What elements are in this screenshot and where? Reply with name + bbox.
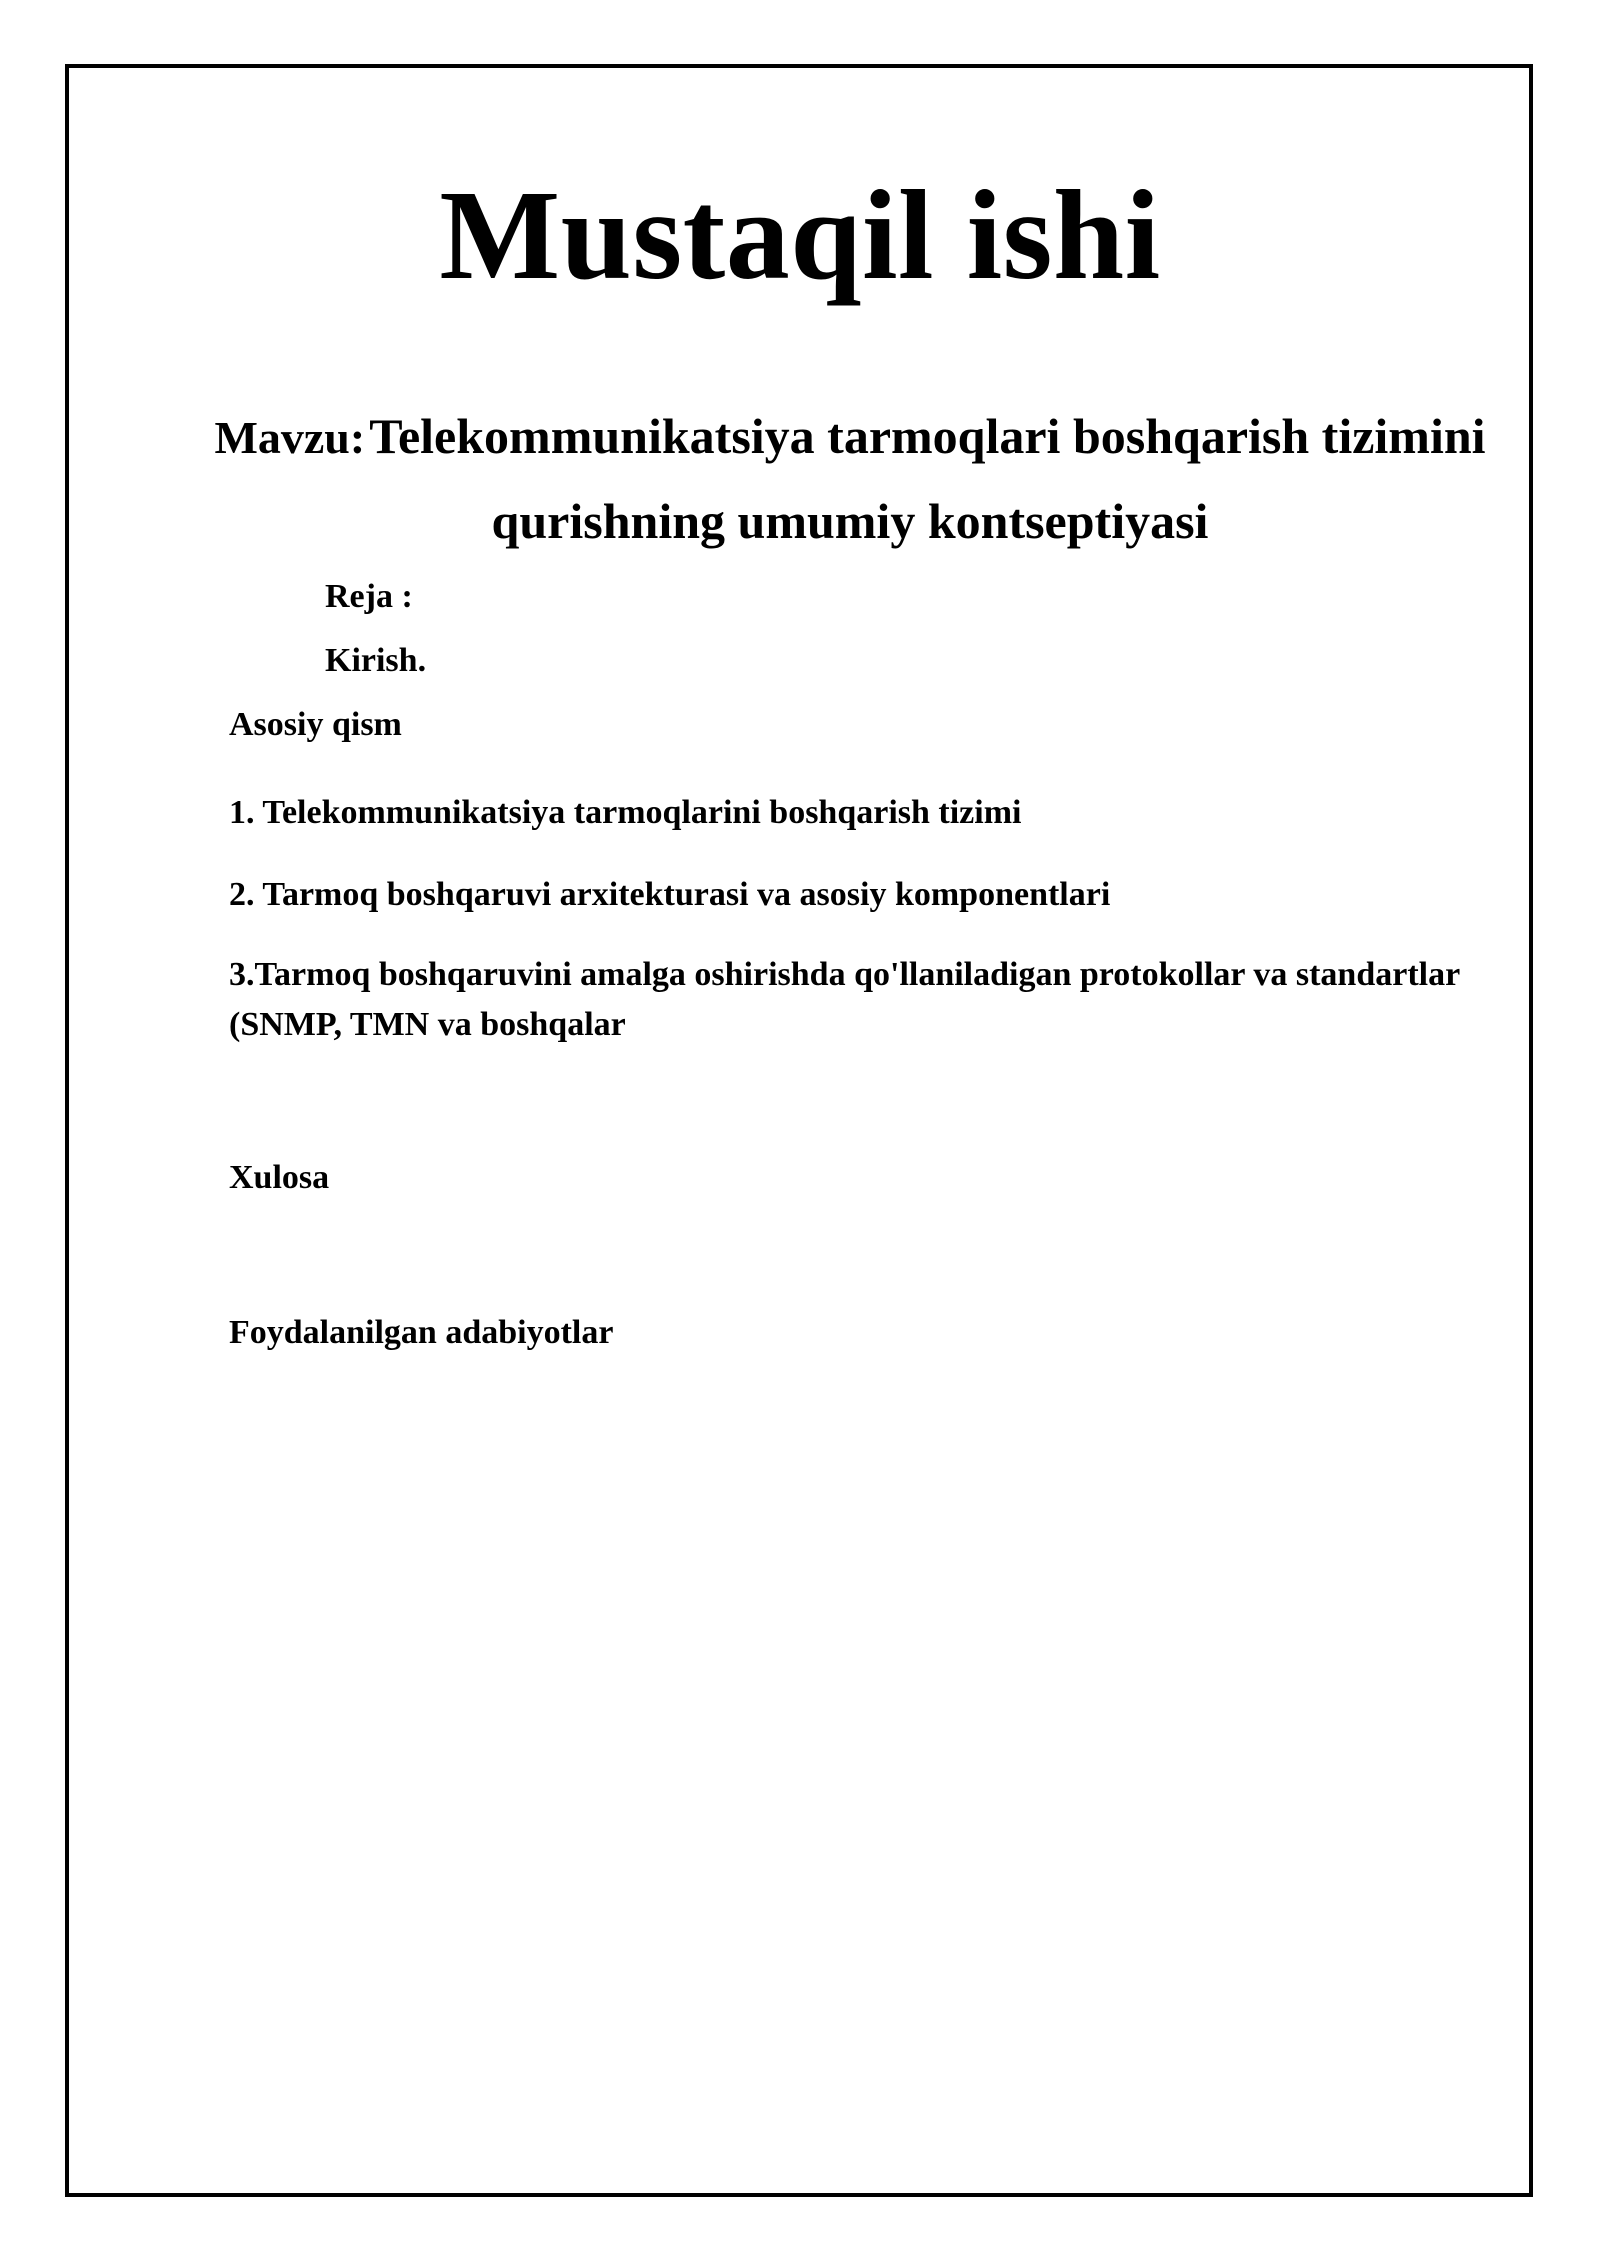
topic-text: Telekommunikatsiya tarmoqlari boshqarish tizimini qurishning umumiy kontseptiyasi	[369, 408, 1486, 549]
topic-label: Mavzu:	[214, 412, 366, 463]
plan-item-1: 1. Telekommunikatsiya tarmoqlarini boshqarish tizimi	[229, 794, 1022, 831]
document-title: Mustaqil ishi	[439, 164, 1161, 306]
document-topic	[210, 400, 1490, 570]
plan-item-2: 2. Tarmoq boshqaruvi arxitekturasi va asosiy komponentlari	[229, 876, 1111, 913]
page-border	[65, 64, 1533, 2197]
intro-heading: Kirish.	[325, 642, 427, 679]
plan-item-3: 3.Tarmoq boshqaruvini amalga oshirishda qo'llaniladigan protokollar va standartlar (SNMP, TMN va boshqalar	[229, 956, 1460, 1043]
references-heading: Foydalanilgan adabiyotlar	[229, 1314, 614, 1351]
conclusion-heading: Xulosa	[229, 1159, 330, 1196]
plan-label: Reja :	[325, 578, 413, 615]
main-part-heading: Asosiy qism	[229, 706, 402, 743]
